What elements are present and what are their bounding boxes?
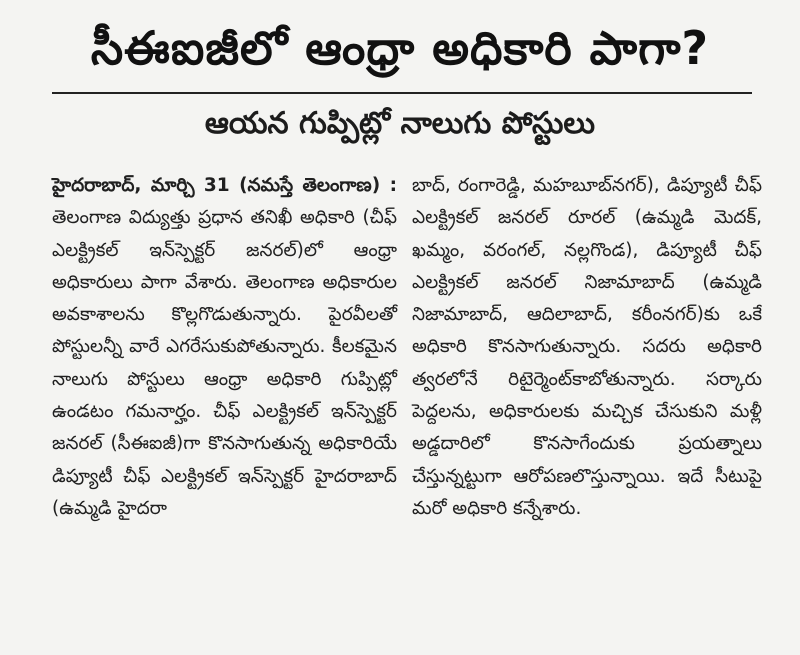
article-column-right <box>412 170 762 525</box>
dateline: హైదరాబాద్, మార్చి 31 (నమస్తే తెలంగాణ) : <box>52 175 397 196</box>
left-column-text: తెలంగాణ విద్యుత్తు ప్రధాన తనిఖీ అధికారి (చీఫ్ ఎలక్ట్రికల్ ఇన్‌స్పెక్టర్ జనరల్)లో ఆంధ్రా అధికారులు పాగా వేశారు. తెలంగాణ అధికారుల అవకాశాలను కొల్లగొడుతున్నారు. పైరవీలతో పోస్టులన్నీ వారే ఎగరేసుకుపోతున్నారు. కీలకమైన నాలుగు పోస్టులు ఆంధ్రా అధికారి గుప్పిట్లో ఉండటం గమనార్హం. చీఫ్ ఎలక్ట్రికల్ ఇన్‌స్పెక్టర్ జనరల్ (సీఈఐజీ)గా కొనసాగుతున్న అధికారియే డిప్యూటీ చీఫ్ ఎలక్ట్రికల్ ఇన్‌స్పెక్టర్ హైదరాబాద్ (ఉమ్మడి హైదరా <box>52 207 397 519</box>
subheadline: ఆయన గుప్పిట్లో నాలుగు పోస్టులు <box>204 106 596 141</box>
headline-rule <box>52 92 752 94</box>
right-column-text: బాద్, రంగారెడ్డి, మహబూబ్‌నగర్), డిప్యూటీ చీఫ్ ఎలక్ట్రికల్ జనరల్ రూరల్ (ఉమ్మడి మెదక్, ఖమ్మం, వరంగల్, నల్లగొండ), డిప్యూటీ చీఫ్ ఎలక్ట్రికల్ జనరల్ నిజామాబాద్ (ఉమ్మడి నిజామాబాద్, ఆదిలాబాద్, కరీంనగర్)కు ఒకే అధికారి కొనసాగుతున్నారు. సదరు అధికారి త్వరలోనే రిటైర్మెంట్‌కాబోతున్నారు. సర్కారు పెద్దలను, అధికారులకు మచ్చిక చేసుకుని మళ్లీ అడ్డదారిలో కొనసాగేందుకు ప్రయత్నాలు చేస్తున్నట్టుగా ఆరోపణలొస్తున్నాయి. ఇదే సీటుపై మరో అధికారి కన్నేశారు. <box>412 175 762 519</box>
headline: సీఈఐజీలో ఆంధ్రా అధికారి పాగా? <box>90 21 710 75</box>
article-column-left <box>52 170 397 525</box>
